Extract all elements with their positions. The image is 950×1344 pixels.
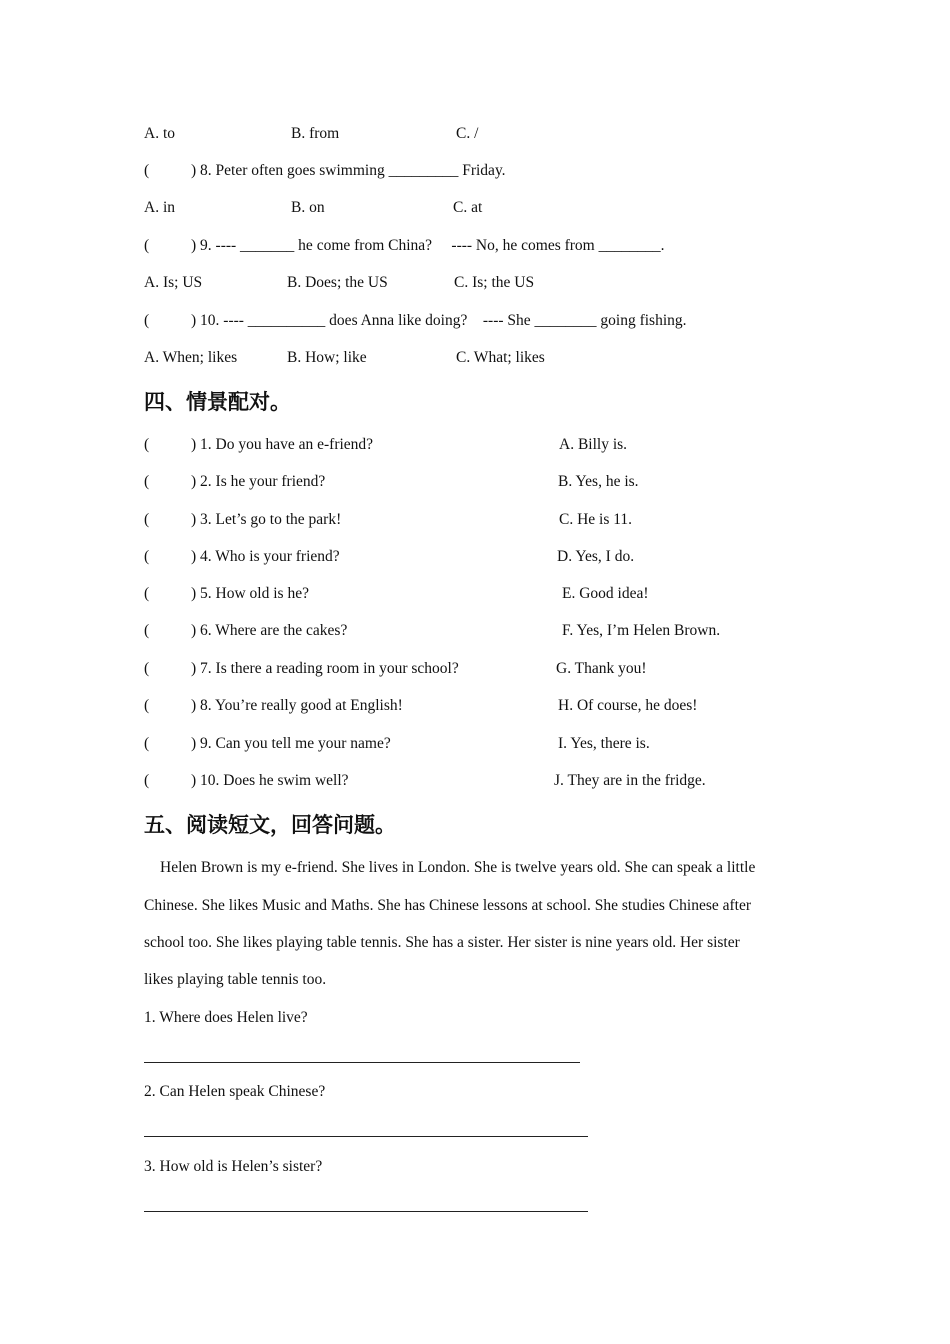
match-4-paren[interactable]: ( (144, 548, 150, 565)
reading-question-3: 3. How old is Helen’s sister? (144, 1158, 323, 1175)
match-1-question: ) 1. Do you have an e-friend? (191, 436, 374, 453)
match-1-answer: A. Billy is. (559, 436, 628, 453)
match-8-question: ) 8. You’re really good at English! (191, 697, 403, 714)
match-3-paren[interactable]: ( (144, 511, 150, 528)
q8-answer-paren[interactable]: ( (144, 162, 150, 179)
match-5-question: ) 5. How old is he? (191, 585, 309, 602)
q8-option-b: B. on (291, 199, 325, 216)
q7-option-b: B. from (291, 125, 340, 142)
section5-title: 五、阅读短文，回答问题。 (144, 813, 396, 837)
match-4-answer: D. Yes, I do. (557, 548, 635, 565)
q8-option-c: C. at (453, 199, 483, 216)
match-6-question: ) 6. Where are the cakes? (191, 622, 348, 639)
match-8-answer: H. Of course, he does! (558, 697, 698, 714)
q10-text: ) 10. ---- __________ does Anna like doing? ---- She ________ going fishing. (191, 312, 687, 329)
match-9-question: ) 9. Can you tell me your name? (191, 735, 391, 752)
answer-line-1[interactable] (144, 1062, 580, 1063)
section4-title: 四、情景配对。 (144, 390, 291, 414)
passage-line-4: likes playing table tennis too. (144, 971, 327, 988)
match-2-paren[interactable]: ( (144, 473, 150, 490)
q10-answer-paren[interactable]: ( (144, 312, 150, 329)
passage-line-1: Helen Brown is my e-friend. She lives in London. She is twelve years old. She can speak a little (160, 859, 756, 876)
match-1-paren[interactable]: ( (144, 436, 150, 453)
match-6-paren[interactable]: ( (144, 622, 150, 639)
reading-question-1: 1. Where does Helen live? (144, 1009, 308, 1026)
match-9-answer: I. Yes, there is. (558, 735, 650, 752)
q7-option-c: C. / (456, 125, 479, 142)
match-8-paren[interactable]: ( (144, 697, 150, 714)
q9-option-b: B. Does; the US (287, 274, 388, 291)
match-7-answer: G. Thank you! (556, 660, 647, 677)
passage-line-2: Chinese. She likes Music and Maths. She has Chinese lessons at school. She studies Chinese after (144, 897, 752, 914)
match-2-question: ) 2. Is he your friend? (191, 473, 326, 490)
q9-option-c: C. Is; the US (454, 274, 535, 291)
q10-option-c: C. What; likes (456, 349, 545, 366)
answer-line-3[interactable] (144, 1211, 588, 1212)
match-5-answer: E. Good idea! (562, 585, 649, 602)
q9-text: ) 9. ---- _______ he come from China? ---- No, he comes from ________. (191, 237, 665, 254)
match-5-paren[interactable]: ( (144, 585, 150, 602)
passage-line-3: school too. She likes playing table tennis. She has a sister. Her sister is nine years old. Her sister (144, 934, 740, 951)
match-2-answer: B. Yes, he is. (558, 473, 639, 490)
q10-option-b: B. How; like (287, 349, 367, 366)
match-10-question: ) 10. Does he swim well? (191, 772, 349, 789)
q8-option-a: A. in (144, 199, 175, 216)
q9-option-a: A. Is; US (144, 274, 203, 291)
match-7-question: ) 7. Is there a reading room in your school? (191, 660, 459, 677)
match-10-answer: J. They are in the fridge. (554, 772, 706, 789)
q9-answer-paren[interactable]: ( (144, 237, 150, 254)
match-4-question: ) 4. Who is your friend? (191, 548, 340, 565)
match-9-paren[interactable]: ( (144, 735, 150, 752)
match-6-answer: F. Yes, I’m Helen Brown. (562, 622, 721, 639)
reading-question-2: 2. Can Helen speak Chinese? (144, 1083, 326, 1100)
match-10-paren[interactable]: ( (144, 772, 150, 789)
q8-text: ) 8. Peter often goes swimming _________ Friday. (191, 162, 506, 179)
q10-option-a: A. When; likes (144, 349, 238, 366)
match-3-question: ) 3. Let’s go to the park! (191, 511, 342, 528)
match-3-answer: C. He is 11. (559, 511, 633, 528)
q7-option-a: A. to (144, 125, 175, 142)
match-7-paren[interactable]: ( (144, 660, 150, 677)
answer-line-2[interactable] (144, 1136, 588, 1137)
